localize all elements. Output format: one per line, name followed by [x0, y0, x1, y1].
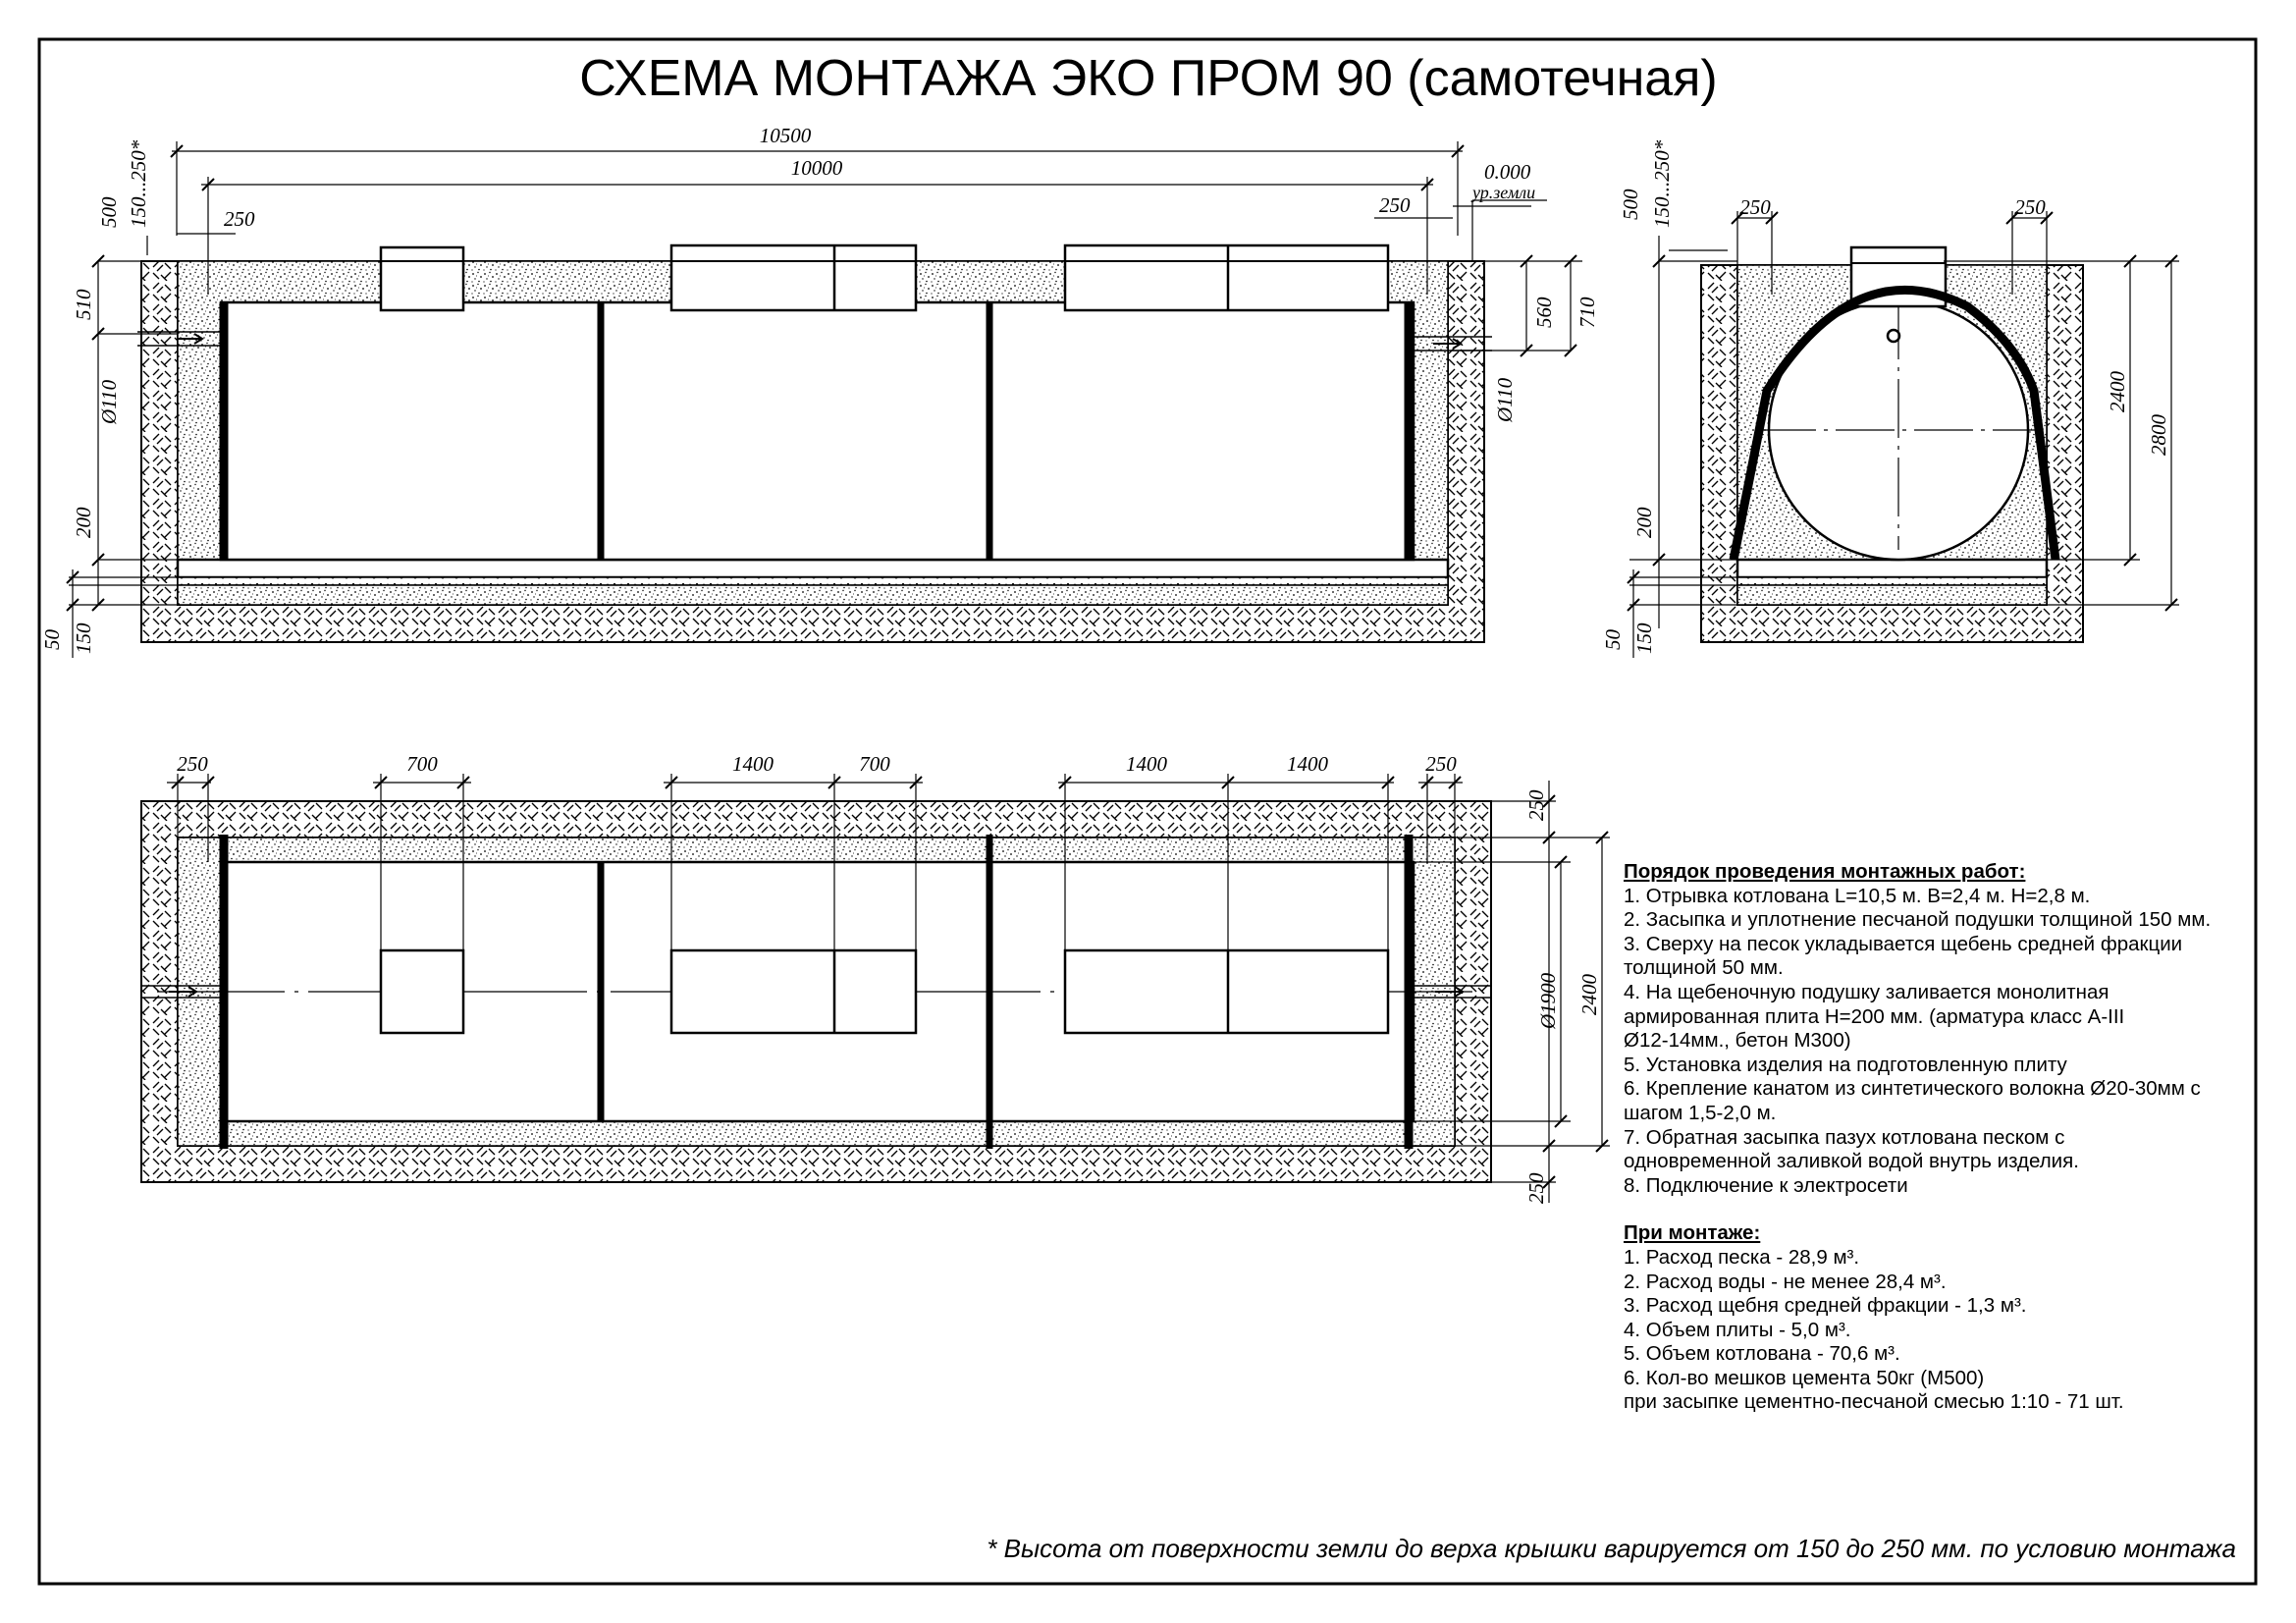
front-view-sand-cushion — [178, 585, 1448, 605]
front-dim-710: 710 — [1575, 297, 1599, 328]
materials-list — [1624, 1246, 2271, 1415]
front-view — [67, 141, 1582, 658]
side-dim-wall-left: 250 — [1739, 195, 1771, 219]
install-step-line: 5. Установка изделия на подготовленную плиту — [1624, 1053, 2067, 1076]
plan-dim-hatch2: 1400 — [732, 752, 774, 776]
install-step-line: 3. Сверху на песок укладывается щебень средней фракции — [1624, 932, 2183, 955]
materials-line: 4. Объем плиты - 5,0 м³. — [1624, 1318, 1851, 1341]
plan-view-hatch — [381, 950, 463, 1033]
front-dim-200: 200 — [72, 507, 95, 538]
side-dim-2400: 2400 — [2106, 371, 2129, 412]
plan-dim-hatch4: 1400 — [1126, 752, 1167, 776]
side-view-base-slab — [1737, 560, 2047, 577]
front-dim-510: 510 — [72, 289, 95, 320]
install-step-line: 6. Крепление канатом из синтетического волокна Ø20-30мм с — [1624, 1077, 2201, 1101]
front-dim-cover-range: 150...250* — [127, 139, 150, 228]
side-view-gravel-layer — [1737, 577, 2047, 585]
side-dim-2800: 2800 — [2147, 414, 2170, 456]
plan-view-hatch — [671, 950, 916, 1033]
front-pipe-out: Ø110 — [1493, 377, 1517, 422]
install-steps-heading: Порядок проведения монтажных работ: — [1624, 860, 2026, 883]
plan-dim-bottom: 250 — [1524, 1172, 1548, 1204]
install-step-line: 2. Засыпка и уплотнение песчаной подушки толщиной 150 мм. — [1624, 908, 2212, 932]
front-dim-tank: 10000 — [790, 156, 843, 180]
side-view — [1628, 211, 2179, 658]
front-ground-level: 0.000 — [1484, 160, 1531, 184]
plan-dim-diameter: Ø1900 — [1536, 972, 1560, 1029]
front-dim-overall: 10500 — [759, 124, 812, 147]
install-steps-list — [1624, 885, 2271, 1199]
materials-line: 3. Расход щебня средней фракции - 1,3 м³. — [1624, 1294, 2027, 1318]
side-dim-50: 50 — [1601, 629, 1625, 650]
side-dim-150: 150 — [1632, 622, 1656, 654]
front-dim-50: 50 — [40, 629, 64, 650]
front-view-hatch — [1065, 245, 1388, 310]
front-view-hatch — [381, 247, 463, 310]
materials-line: 5. Объем котлована - 70,6 м³. — [1624, 1342, 1900, 1366]
side-dim-wall-right: 250 — [2014, 195, 2046, 219]
front-dim-wall-right: 250 — [1379, 193, 1411, 217]
plan-dim-top: 250 — [1524, 789, 1548, 821]
side-dim-cover-range: 150...250* — [1650, 139, 1674, 228]
front-dim-wall-left: 250 — [224, 207, 255, 231]
footnote: * Высота от поверхности земли до верха крышки варируется от 150 до 250 мм. по условию монтажа — [987, 1534, 2236, 1563]
side-dim-top: 500 — [1619, 189, 1642, 220]
plan-view-hatch — [1065, 950, 1388, 1033]
plan-dim-width: 2400 — [1577, 974, 1601, 1015]
install-step-line: шагом 1,5-2,0 м. — [1624, 1101, 1777, 1124]
front-view-tank-body — [221, 302, 1414, 560]
install-step-line: 4. На щебеночную подушку заливается монолитная — [1624, 980, 2109, 1003]
plan-dim-hatch5: 1400 — [1287, 752, 1328, 776]
plan-dim-wall-right: 250 — [1425, 752, 1457, 776]
front-view-base-slab — [178, 560, 1448, 577]
install-step-line: 1. Отрывка котлована L=10,5 м. B=2,4 м. H=2,8 м. — [1624, 884, 2091, 907]
install-step-line: Ø12-14мм., бетон М300) — [1624, 1029, 1851, 1053]
install-step-line: 7. Обратная засыпка пазух котлована песком с — [1624, 1125, 2065, 1149]
side-view-sand-cushion — [1737, 585, 2047, 605]
front-dim-top: 500 — [97, 196, 121, 228]
materials-line: при засыпке цементно-песчаной смесью 1:10 - 71 шт. — [1624, 1390, 2124, 1414]
plan-view — [141, 774, 1610, 1203]
side-dim-200: 200 — [1632, 507, 1656, 538]
front-dim-560: 560 — [1532, 297, 1556, 328]
plan-dim-hatch3: 700 — [859, 752, 890, 776]
install-step-line: 8. Подключение к электросети — [1624, 1173, 1908, 1197]
install-step-line: одновременной заливкой водой внутрь изделия. — [1624, 1150, 2079, 1173]
materials-heading: При монтаже: — [1624, 1221, 1761, 1245]
notes-block — [1624, 860, 2271, 1415]
materials-line: 2. Расход воды - не менее 28,4 м³. — [1624, 1270, 1947, 1293]
front-view-gravel-layer — [178, 577, 1448, 585]
front-ground-label: ур.земли — [1472, 183, 1536, 202]
install-step-line: толщиной 50 мм. — [1624, 956, 1784, 980]
front-view-hatch — [671, 245, 916, 310]
install-step-line: армированная плита H=200 мм. (арматура класс A-III — [1624, 1004, 2125, 1028]
plan-dim-wall-left: 250 — [177, 752, 208, 776]
materials-line: 6. Кол-во мешков цемента 50кг (М500) — [1624, 1366, 1985, 1389]
page-title: СХЕМА МОНТАЖА ЭКО ПРОМ 90 (самотечная) — [579, 50, 1718, 107]
materials-line: 1. Расход песка - 28,9 м³. — [1624, 1245, 1860, 1269]
plan-dim-hatch1: 700 — [406, 752, 438, 776]
front-dim-150: 150 — [72, 622, 95, 654]
front-pipe-in: Ø110 — [97, 379, 121, 424]
